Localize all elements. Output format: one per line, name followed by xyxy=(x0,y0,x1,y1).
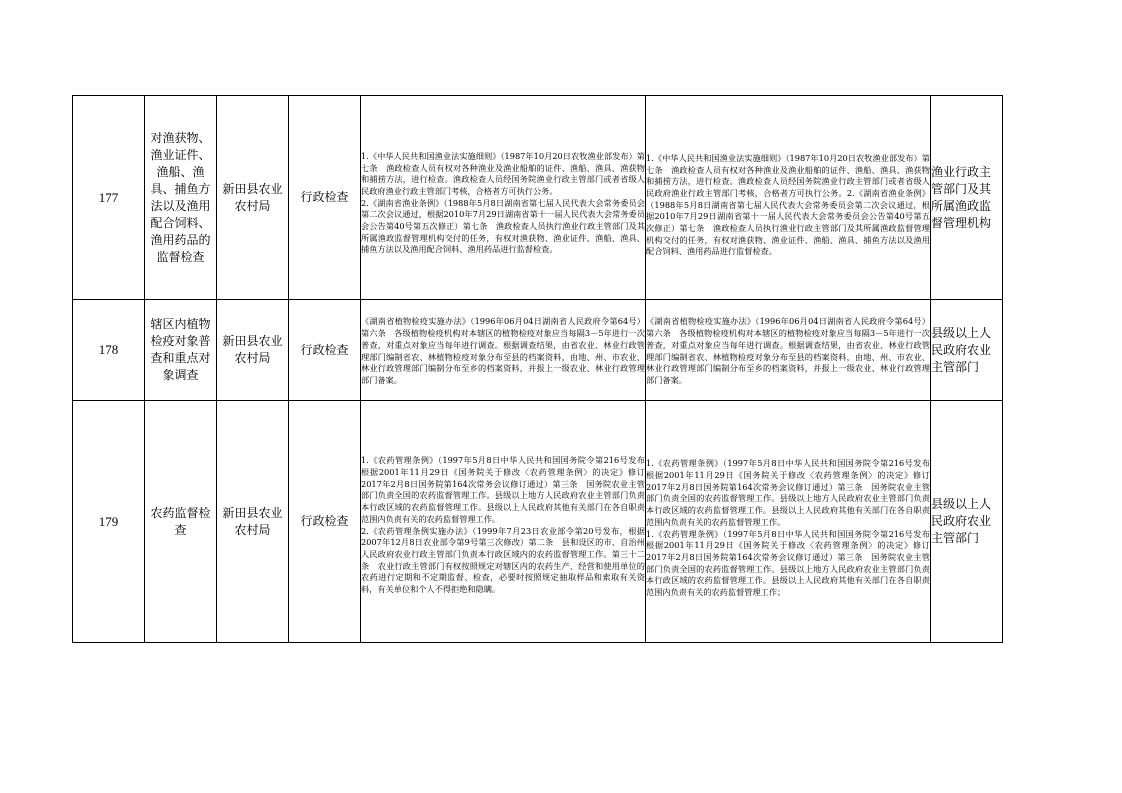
legal-basis-text: 1.《农药管理条例》（1997年5月8日中华人民共和国国务院令第216号发布 根据2001年11月29日《国务院关于修改〈农药管理条例〉的决定》修订 2017年2月8日国务院第164次常务会议修订通过）第三条 国务院农业主管部门负责全国的农药监督管理工作。县级以上地方人民政府农业主管部门负责本行政区域的农药监督管理工作。县级以上人民政府其他有关部门在各自职责范围内负责有关的农药监督管理工作。 1.《农药管理条例》（1997年5月8日中华人民共和国国务院令第216号发布 根据2001年11月29日《国务院关于修改〈农药管理条例〉的决定》修订 2017年2月8日国务院第164次常务会议修订通过）第三条 国务院农业主管部门负责全国的农药监督管理工作。县级以上地方人民政府农业主管部门负责本行政区域的农药监督管理工作。县级以上人民政府其他有关部门在各自职责范围内负责有关的农药监督管理工作； xyxy=(646,458,930,598)
item-name: 辖区内植物检疫对象普查和重点对象调查 xyxy=(145,300,217,401)
power-type: 行政检查 xyxy=(289,300,361,401)
legal-basis-text: 《湖南省植物检疫实施办法》（1996年06月04日湖南省人民政府令第64号）第六条 各级植物检疫机构对本辖区的植物检疫对象应当每隔3－5年进行一次普查，对重点对象应当每年进行调查。根据调查结果，由省农业、林业行政管理部门编制省农、林植物检疫对象分布至县的档案资料，由地、州、市农业、林业行政管理部门编制分布至乡的档案资料，并报上一级农业、林业行政管理部门备案。 xyxy=(361,316,645,385)
implementing-authority: 新田县农业农村局 xyxy=(217,300,289,401)
legal-basis-primary xyxy=(361,300,646,401)
implementing-authority: 新田县农业农村局 xyxy=(217,96,289,300)
legal-basis-text: 1.《中华人民共和国渔业法实施细则》（1987年10月20日农牧渔业部发布）第七条 渔政检查人员有权对各种渔业及渔业船舶的证件、渔船、渔具、渔获物和捕捞方法，进行检查。渔政检查人员经国务院渔业行政主管部门或者省级人民政府渔业行政主管部门考核，合格者方可执行公务。 2.《湖南省渔业条例》（1988年5月8日湖南省第七届人民代表大会常务委员会第二次会议通过，根据2010年7月29日湖南省第十一届人民代表大会常务委员会公告第40号第五次修正）第七条 渔政检查人员执行渔业行政主管部门及其所属渔政监督管理机构交付的任务，有权对渔获物、渔业证件、渔船、渔具、捕鱼方法以及渔用配合饲料、渔用药品进行监督检查。 xyxy=(361,150,645,255)
table-row xyxy=(73,401,1003,643)
responsible-department: 县级以上人民政府农业主管部门 xyxy=(931,401,1003,643)
row-number: 179 xyxy=(73,401,145,643)
row-number: 178 xyxy=(73,300,145,401)
responsible-department: 县级以上人民政府农业主管部门 xyxy=(931,300,1003,401)
responsible-department: 渔业行政主管部门及其所属渔政监督管理机构 xyxy=(931,96,1003,300)
item-name: 对渔获物、渔业证件、渔船、渔具、捕鱼方法以及渔用配合饲料、渔用药品的监督检查 xyxy=(145,96,217,300)
power-list-table xyxy=(72,95,1003,643)
legal-basis-secondary xyxy=(646,96,931,300)
legal-basis-primary xyxy=(361,96,646,300)
implementing-authority: 新田县农业农村局 xyxy=(217,401,289,643)
row-number: 177 xyxy=(73,96,145,300)
legal-basis-secondary xyxy=(646,300,931,401)
item-name: 农药监督检查 xyxy=(145,401,217,643)
table-row xyxy=(73,300,1003,401)
legal-basis-text: 1.《农药管理条例》（1997年5月8日中华人民共和国国务院令第216号发布 根据2001年11月29日《国务院关于修改〈农药管理条例〉的决定》修订 2017年2月8日国务院第164次常务会议修订通过）第三条 国务院农业主管部门负责全国的农药监督管理工作。县级以上地方人民政府农业主管部门负责本行政区域的农药监督管理工作。县级以上人民政府其他有关部门在各自职责范围内负责有关的农药监督管理工作。 2.《农药管理条例实施办法》（1999年7月23日农业部令第20号发布，根据2007年12月8日农业部令第9号第三次修改）第二条 县和设区的市、自治州人民政府农业行政主管部门负责本行政区域内的农药监督管理工作。第三十二条 农业行政主管部门有权按照规定对辖区内的农药生产、经营和使用单位的农药进行定期和不定期监督、检查，必要时按照规定抽取样品和索取有关资料，有关单位和个人不得拒绝和隐瞒。 xyxy=(361,455,645,595)
power-type: 行政检查 xyxy=(289,96,361,300)
legal-basis-text: 《湖南省植物检疫实施办法》（1996年06月04日湖南省人民政府令第64号）第六条 各级植物检疫机构对本辖区的植物检疫对象应当每隔3－5年进行一次普查，对重点对象应当每年进行调查。根据调查结果，由省农业、林业行政管理部门编制省农、林植物检疫对象分布至县的档案资料，由地、州、市农业、林业行政管理部门编制分布至乡的档案资料，并报上一级农业、林业行政管理部门备案。 xyxy=(646,316,930,385)
table-row xyxy=(73,96,1003,300)
legal-basis-secondary xyxy=(646,401,931,643)
legal-basis-primary xyxy=(361,401,646,643)
power-type: 行政检查 xyxy=(289,401,361,643)
legal-basis-text: 1.《中华人民共和国渔业法实施细则》（1987年10月20日农牧渔业部发布）第七条 渔政检查人员有权对各种渔业及渔业船舶的证件、渔船、渔具、渔获物和捕捞方法，进行检查。渔政检查人员经国务院渔业行政主管部门或者省级人民政府渔业行政主管部门考核，合格者方可执行公务。2.《湖南省渔业条例》（1988年5月8日湖南省第七届人民代表大会常务委员会第二次会议通过，根据2010年7月29日湖南省第十一届人民代表大会常务委员会公告第40号第五次修正）第七条 渔政检查人员执行渔业行政主管部门及其所属渔政监督管理机构交付的任务，有权对渔获物、渔业证件、渔船、渔具、捕鱼方法以及渔用配合饲料、渔用药品进行监督检查。 xyxy=(646,152,930,257)
